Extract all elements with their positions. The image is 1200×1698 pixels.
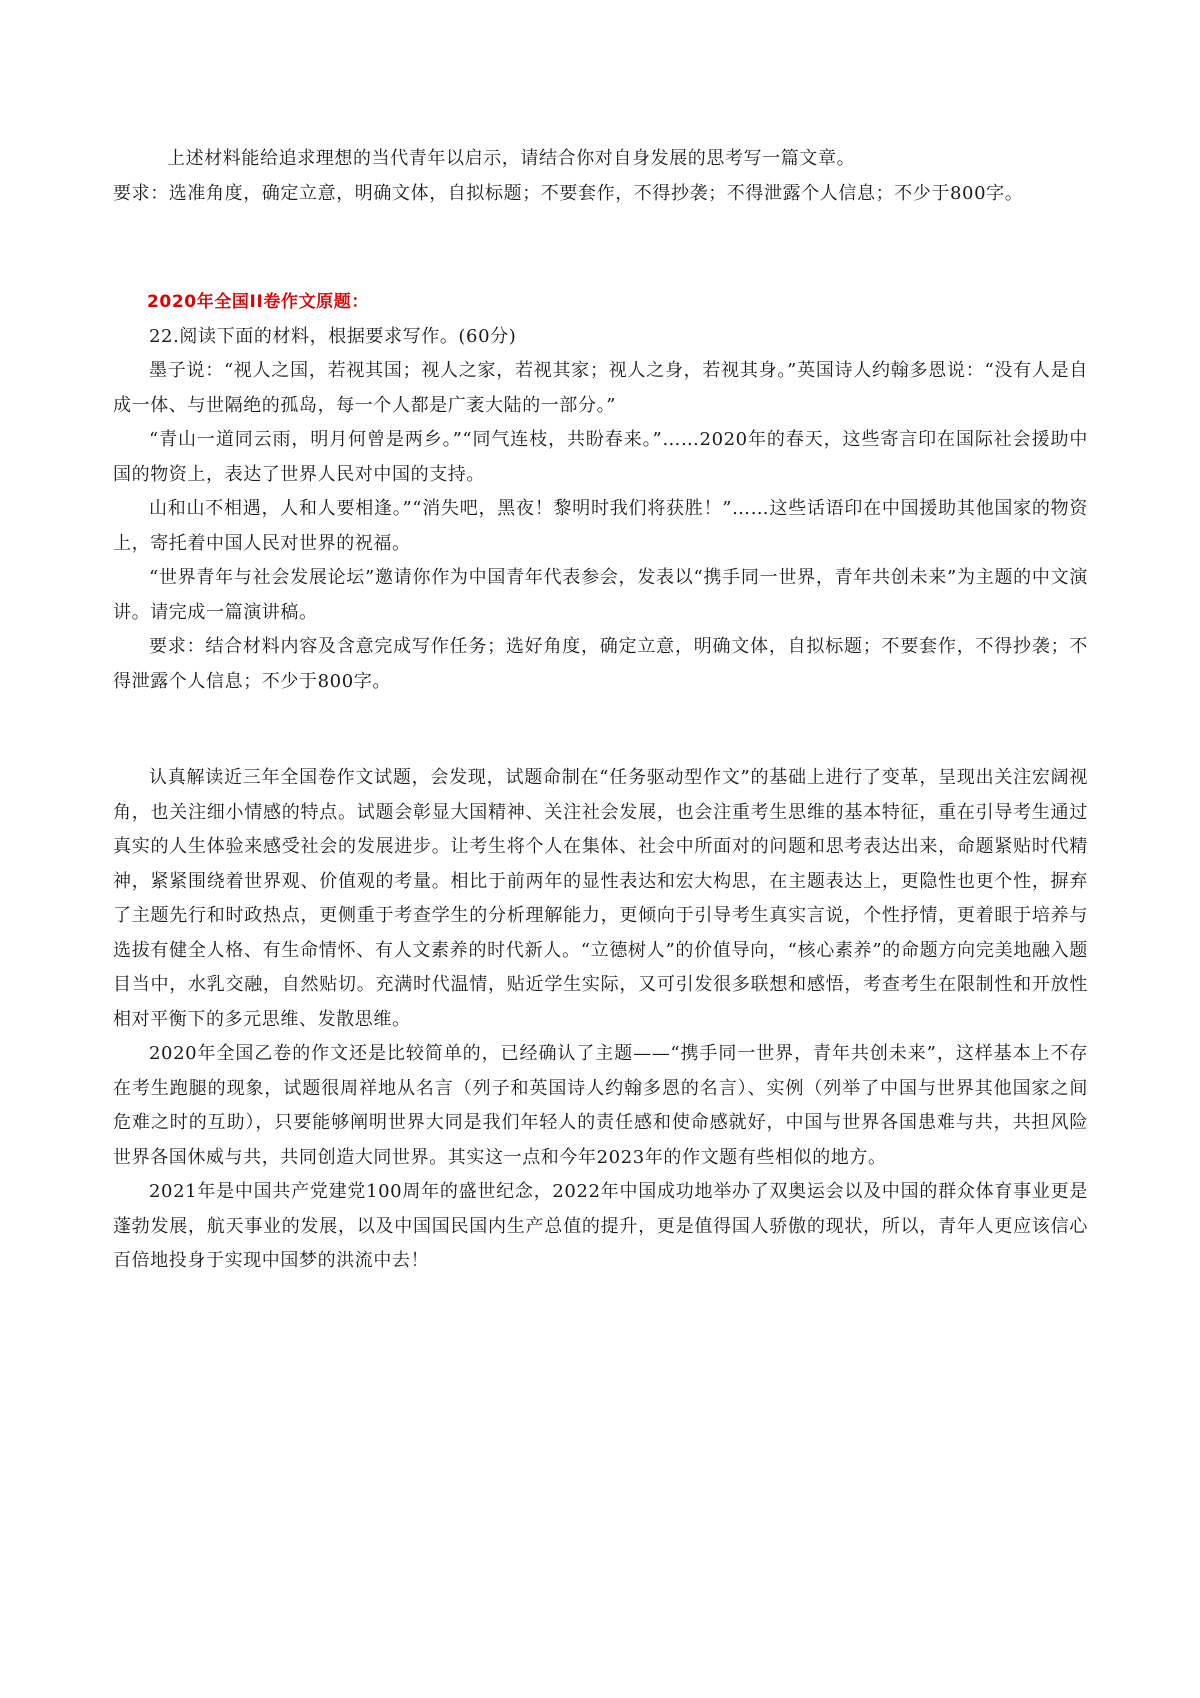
analysis-paragraph: 2021年是中国共产党建党100周年的盛世纪念，2022年中国成功地举办了双奥运会以及中国的群众体育事业更是蓬勃发展，航天事业的发展，以及中国国民国内生产总值的提升，更是值得国人骄傲的现状，所以，青年人更应该信心百倍地投身于实现中国梦的洪流中去！ bbox=[113, 1181, 1088, 1271]
material-paragraph: 山和山不相遇，人和人要相逢。”“消失吧，黑夜！黎明时我们将获胜！”……这些话语印在中国援助其他国家的物资上，寄托着中国人民对世界的祝福。 bbox=[113, 498, 1088, 554]
spacer bbox=[113, 211, 1088, 285]
question-heading: 22.阅读下面的材料，根据要求写作。(60分) bbox=[149, 325, 517, 347]
document-body bbox=[113, 142, 1088, 1279]
material-paragraph: “青山一道同云雨，明月何曾是两乡。”“同气连枝，共盼春来。”……2020年的春天，这些寄言印在国际社会援助中国的物资上，表达了世界人民对中国的支持。 bbox=[113, 429, 1088, 485]
section-title-2020: 2020年全国II卷作文原题： bbox=[147, 292, 369, 312]
section-requirement: 要求：结合材料内容及含意完成写作任务；选好角度，确定立意，明确文体，自拟标题；不要套作，不得抄袭；不得泄露个人信息；不少于800字。 bbox=[113, 636, 1088, 692]
spacer bbox=[113, 699, 1088, 761]
analysis-paragraph: 2020年全国乙卷的作文还是比较简单的，已经确认了主题——“携手同一世界，青年共创未来”，这样基本上不存在考生跑腿的现象，试题很周祥地从名言（列子和英国诗人约翰多恩的名言）、实例（列举了中国与世界其他国家之间危难之时的互助），只要能够阐明世界大同是我们年轻人的责任感和使命感就好，中国与世界各国患难与共，共担风险世界各国休威与共，共同创造大同世界。其实这一点和今年2023年的作文题有些相似的地方。 bbox=[113, 1043, 1088, 1168]
analysis-paragraph: 认真解读近三年全国卷作文试题，会发现，试题命制在“任务驱动型作文”的基础上进行了变革，呈现出关注宏阔视角，也关注细小情感的特点。试题会彰显大国精神、关注社会发展，也会注重考生思维的基本特征，重在引导考生通过真实的人生体验来感受社会的发展进步。让考生将个人在集体、社会中所面对的问题和思考表达出来，命题紧贴时代精神，紧紧围绕着世界观、价值观的考量。相比于前两年的显性表达和宏大构思，在主题表达上，更隐性也更个性，摒弃了主题先行和时政热点，更侧重于考查学生的分析理解能力，更倾向于引导考生真实言说，个性抒情，更着眼于培养与选拔有健全人格、有生命情怀、有人文素养的时代新人。“立德树人”的价值导向，“核心素养”的命题方向完美地融入题目当中，水乳交融，自然贴切。充满时代温情，贴近学生实际，又可引发很多联想和感悟，考查考生在限制性和开放性相对平衡下的多元思维、发散思维。 bbox=[113, 767, 1088, 1030]
material-paragraph: 墨子说：“视人之国，若视其国；视人之家，若视其家；视人之身，若视其身。”英国诗人约翰多恩说：“没有人是自成一体、与世隔绝的孤岛，每一个人都是广袤大陆的一部分。” bbox=[113, 360, 1088, 416]
material-paragraph: “世界青年与社会发展论坛”邀请你作为中国青年代表参会，发表以“携手同一世界，青年共创未来”为主题的中文演讲。请完成一篇演讲稿。 bbox=[113, 567, 1088, 623]
intro-requirement: 要求：选准角度，确定立意，明确文体，自拟标题；不要套作，不得抄袭；不得泄露个人信息；不少于800字。 bbox=[113, 182, 1024, 204]
intro-prompt: 上述材料能给追求理想的当代青年以启示，请结合你对自身发展的思考写一篇文章。 bbox=[167, 148, 856, 169]
